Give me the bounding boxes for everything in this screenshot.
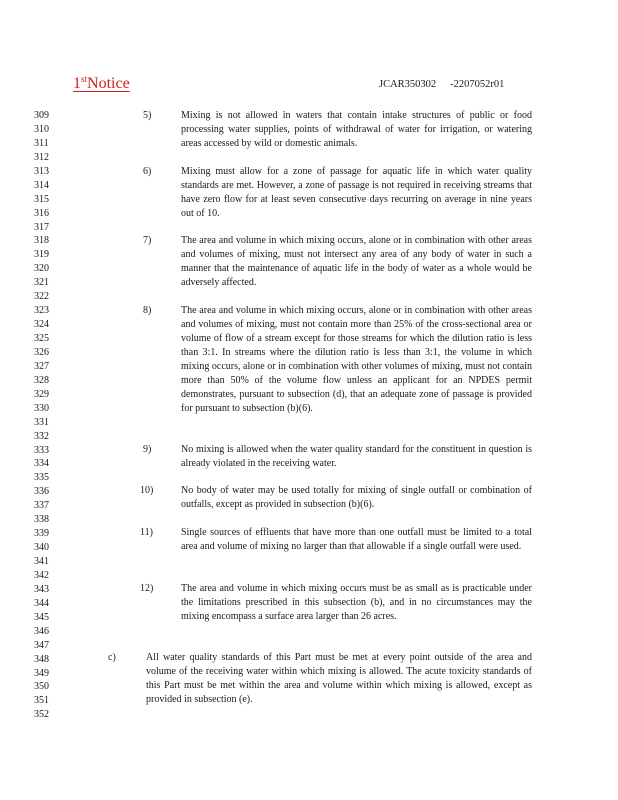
page-header: [0, 74, 618, 96]
line-number: 322: [34, 291, 49, 303]
notice-ordinal-suffix: st: [81, 74, 88, 84]
line-number: 350: [34, 681, 49, 693]
line-number: 309: [34, 110, 49, 121]
line-number: 319: [34, 249, 49, 261]
line-number: 320: [34, 263, 49, 275]
line-number: 341: [34, 556, 49, 567]
item-marker: 9): [143, 444, 152, 455]
line-number: 327: [34, 360, 49, 372]
line-number: 328: [34, 374, 49, 386]
item-text: Mixing is not allowed in waters that contain intake structures of public or food processing water supplies, points of withdrawal of water for irrigation, or watering areas accessed by wild or domestic animals.: [181, 110, 532, 149]
line-number: 348: [34, 653, 49, 665]
item-marker: 7): [143, 235, 152, 246]
item-marker: 11): [140, 527, 153, 538]
line-number: 321: [34, 277, 49, 289]
notice-word: Notice: [87, 75, 130, 92]
line-number: 311: [34, 137, 49, 149]
notice-label: [73, 74, 130, 93]
line-number: 339: [34, 528, 49, 540]
line-number: 338: [34, 514, 49, 526]
line-number: 313: [34, 165, 49, 177]
item-text: The area and volume in which mixing occurs, alone or in combination with other areas and volumes of mixing, must not intersect any area of any body of water in such a manner that the maintenance of aquatic life in the body of water as a whole would be adversely affected.: [181, 235, 532, 288]
line-number: 343: [34, 583, 49, 595]
line-number: 326: [34, 346, 49, 358]
line-number: 317: [34, 221, 49, 233]
line-number: 330: [34, 402, 49, 414]
line-number: 315: [34, 193, 49, 205]
line-number: 342: [34, 569, 49, 581]
item-marker: 5): [143, 110, 152, 121]
item-text: All water quality standards of this Part must be met at every point outside of the area and volume of the receiving water within which mixing is allowed. The acute toxicity standards of this Part must be met within the area and volume within which mixing is allowed, except as provided in subsection (e).: [146, 652, 532, 705]
line-number: 333: [34, 444, 49, 456]
line-number: 331: [34, 416, 49, 428]
item-marker: 6): [143, 166, 152, 177]
line-number: 349: [34, 667, 49, 679]
item-marker: 8): [143, 305, 152, 316]
line-number: 314: [34, 179, 49, 191]
line-number: 340: [34, 542, 49, 554]
item-marker: 10): [140, 485, 154, 496]
line-number-column: [34, 109, 64, 722]
line-number: 345: [34, 611, 49, 623]
line-number: 312: [34, 151, 49, 163]
item-text: The area and volume in which mixing occurs, alone or in combination with other areas and volumes of mixing, must not contain more than 25% of the cross-sectional area or volume of flow of a stream except for those streams for which the dilution ratio is less than 3:1. In streams where the dilution ratio is less than 3:1, the volume in which mixing occurs, alone or in combination with other volumes of mixing, must not contain more than 50% of the volume flow unless an applicant for an NPDES permit demonstrates, pursuant to subsection (d), that an adequate zone of passage is provided for pursuant to subsection (b)(6).: [181, 305, 532, 414]
line-number: 336: [34, 486, 49, 498]
line-number: 334: [34, 458, 49, 470]
line-number: 318: [34, 235, 49, 247]
item-text: No body of water may be used totally for mixing of single outfall or combination of outfalls, except as provided in subsection (b)(6).: [181, 485, 532, 510]
line-number: 310: [34, 123, 49, 135]
line-number: 346: [34, 625, 49, 637]
line-number: 347: [34, 639, 49, 651]
item-text: Mixing must allow for a zone of passage for aquatic life in which water quality standards are met. However, a zone of passage is not required in receiving streams that have zero flow for at least seven consecutive days recurring on average in nine years out of 10.: [181, 166, 532, 219]
line-number: 335: [34, 472, 49, 484]
notice-number: 1: [73, 75, 81, 92]
item-text: The area and volume in which mixing occurs must be as small as is practicable under the limitations prescribed in this subsection (b), and in no circumstances may the mixing encompass a surface area larger than 26 acres.: [181, 583, 532, 622]
line-number: 329: [34, 388, 49, 400]
document-id: [379, 79, 504, 90]
document-id-code: JCAR350302: [379, 79, 437, 90]
line-number: 316: [34, 207, 49, 219]
line-number: 324: [34, 319, 49, 331]
line-number: 325: [34, 333, 49, 344]
line-number: 352: [34, 709, 49, 721]
line-number: 351: [34, 695, 49, 707]
line-number: 323: [34, 305, 49, 317]
item-marker: c): [108, 652, 116, 663]
item-marker: 12): [140, 583, 154, 594]
document-id-revision: -2207052r01: [450, 79, 505, 90]
item-text: Single sources of effluents that have more than one outfall must be limited to a total area and volume of mixing no larger than that allowable if a single outfall were used.: [181, 527, 532, 552]
line-number: 337: [34, 500, 49, 512]
item-text: No mixing is allowed when the water quality standard for the constituent in question is already violated in the receiving water.: [181, 444, 532, 469]
line-number: 344: [34, 597, 49, 609]
line-number: 332: [34, 430, 49, 442]
